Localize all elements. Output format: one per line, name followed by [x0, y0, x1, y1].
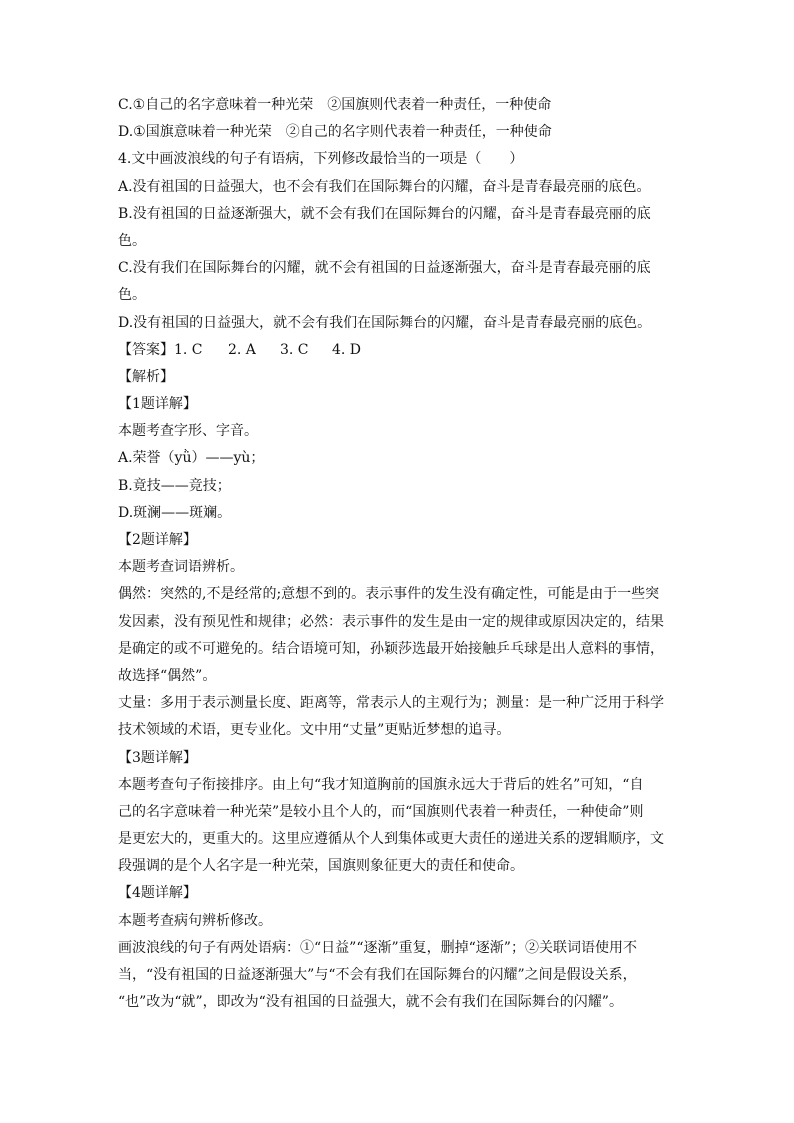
- answer-item: 4. D: [332, 341, 362, 358]
- option-c-q4-line2: 色。: [118, 287, 146, 304]
- analysis-text: B.竟技——竞技；: [118, 477, 231, 494]
- analysis-text: 段强调的是个人名字是一种光荣，国旗则象征更大的责任和使命。: [118, 858, 524, 875]
- answer-line: [118, 337, 678, 364]
- option-d-q3: D.①国旗意味着一种光荣 ②自己的名字则代表着一种责任，一种使命: [118, 124, 552, 141]
- option-b-q4-line1: B.没有祖国的日益逐渐强大，就不会有我们在国际舞台的闪耀，奋斗是青春最亮丽的底: [118, 205, 651, 222]
- option-d-q4: D.没有祖国的日益强大，就不会有我们在国际舞台的闪耀，奋斗是青春最亮丽的底色。: [118, 314, 652, 331]
- q3-detail-heading: 【3题详解】: [118, 749, 197, 766]
- analysis-heading: 【解析】: [118, 368, 174, 385]
- analysis-text: 画波浪线的句子有两处语病：①“日益”“逐渐”重复，删掉“逐渐”；②关联词语使用不: [118, 939, 637, 956]
- answer-label: 【答案】: [118, 341, 174, 358]
- analysis-text: 故选择“偶然”。: [118, 667, 217, 684]
- analysis-text: 本题考查句子衔接排序。由上句“我才知道胸前的国旗永远大于背后的姓名”可知，“自: [118, 776, 644, 793]
- analysis-text: 偶然：突然的,不是经常的;意想不到的。表示事件的发生没有确定性，可能是由于一些突: [118, 586, 660, 603]
- analysis-text: A.荣誉（yǜ）——yù；: [118, 450, 265, 467]
- analysis-text: “也”改为“就”，即改为“没有祖国的日益强大，就不会有我们在国际舞台的闪耀”。: [118, 994, 623, 1011]
- q2-detail-heading: 【2题详解】: [118, 532, 197, 548]
- analysis-text: 是确定的或不可避免的。结合语境可知，孙颖莎选最开始接触乒乓球是出人意料的事情，: [118, 640, 664, 657]
- option-c-q3: C.①自己的名字意味着一种光荣 ②国旗则代表着一种责任，一种使命: [118, 97, 552, 113]
- answer-item: 3. C: [280, 341, 309, 358]
- analysis-text: D.斑澜——斑斓。: [118, 504, 232, 521]
- option-a-q4: A.没有祖国的日益强大，也不会有我们在国际舞台的闪耀，奋斗是青春最亮丽的底色。: [118, 178, 651, 195]
- option-c-q4-line1: C.没有我们在国际舞台的闪耀，就不会有祖国的日益逐渐强大，奋斗是青春最亮丽的底: [118, 260, 651, 277]
- question-4-stem: 4.文中画波浪线的句子有语病，下列修改最恰当的一项是（ ）: [118, 151, 524, 168]
- analysis-text: 是更宏大的，更重大的。这里应遵循从个人到集体或更大责任的递进关系的逻辑顺序，文: [118, 831, 664, 848]
- analysis-text: 技术领域的术语，更专业化。文中用“丈量”更贴近梦想的追寻。: [118, 722, 511, 739]
- analysis-text: 丈量：多用于表示测量长度、距离等，常表示人的主观行为；测量：是一种广泛用于科学: [118, 695, 664, 712]
- analysis-text: 本题考查字形、字音。: [118, 423, 258, 440]
- q4-detail-heading: 【4题详解】: [118, 885, 197, 902]
- answer-item: 2. A: [228, 341, 256, 358]
- analysis-text: 当，“没有祖国的日益逐渐强大”与“不会有我们在国际舞台的闪耀”之间是假设关系，: [118, 967, 637, 983]
- q1-detail-heading: 【1题详解】: [118, 396, 197, 413]
- answer-item: 1. C: [174, 341, 203, 358]
- analysis-text: 发因素，没有预见性和规律；必然：表示事件的发生是由一定的规律或原因决定的，结果: [118, 613, 664, 630]
- analysis-text: 本题考查病句辨析修改。: [118, 912, 272, 929]
- analysis-text: 本题考查词语辨析。: [118, 559, 244, 576]
- document-page: [118, 92, 678, 1016]
- option-b-q4-line2: 色。: [118, 232, 146, 249]
- analysis-text: 己的名字意味着一种光荣”是较小且个人的，而“国旗则代表着一种责任，一种使命”则: [118, 803, 644, 820]
